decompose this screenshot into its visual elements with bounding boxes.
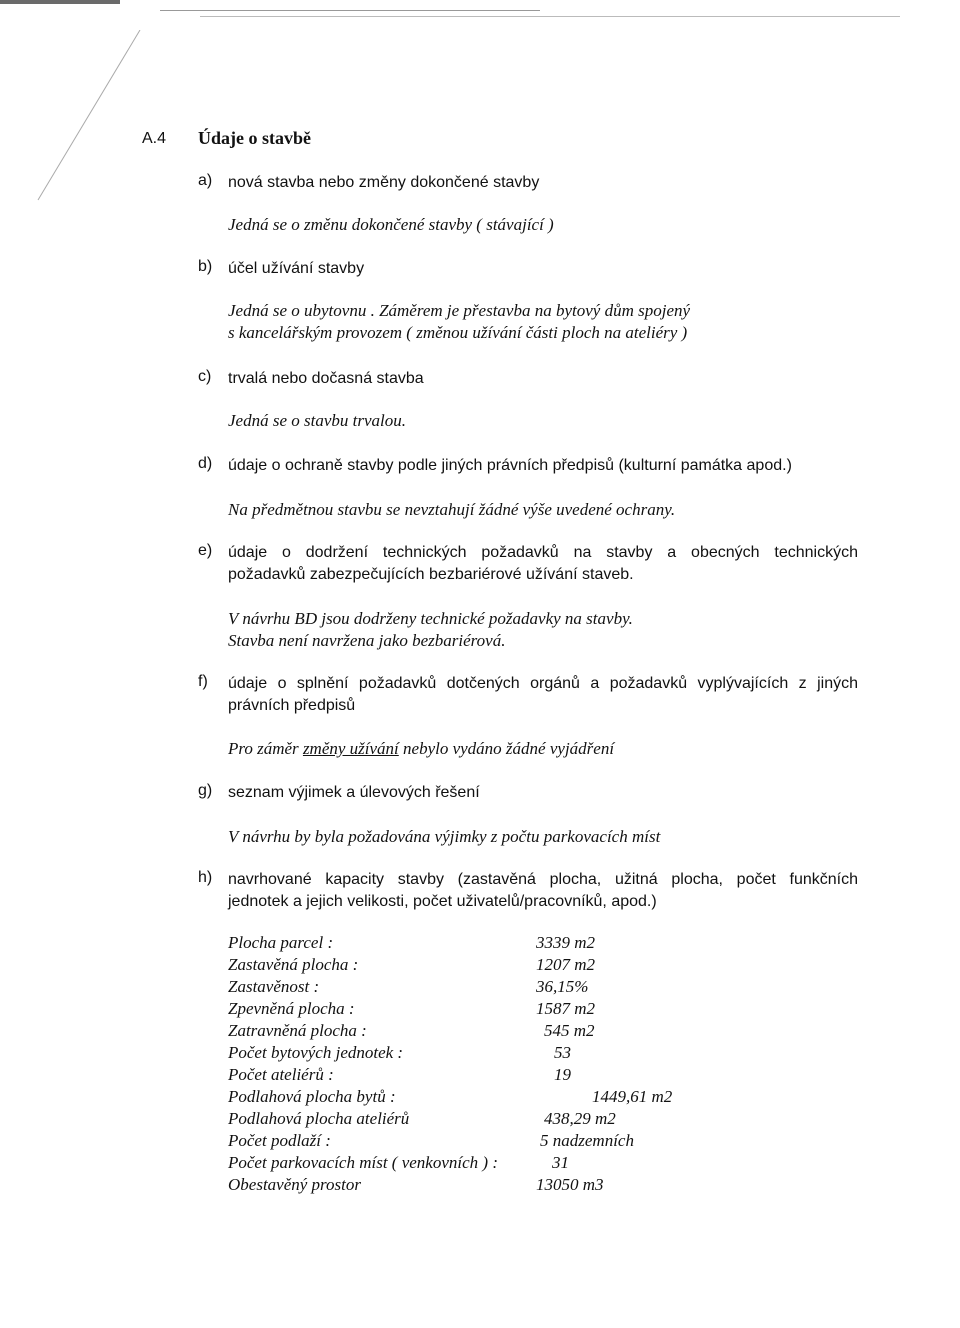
item-heading-f-line2: právních předpisů xyxy=(228,697,356,714)
item-heading-c: trvalá nebo dočasná stavba xyxy=(228,370,424,387)
page-fold-mark xyxy=(30,30,150,210)
item-heading-e-line1: údaje o dodržení technických požadavků na stavby a obecných technických xyxy=(228,544,858,561)
scan-line xyxy=(200,16,900,17)
capacity-value: 5 nadzemních xyxy=(540,1131,634,1150)
section-title: Údaje o stavbě xyxy=(198,128,311,148)
item-letter-d: d) xyxy=(198,455,213,472)
capacity-label: Počet podlaží : xyxy=(228,1131,331,1150)
capacity-value: 53 xyxy=(554,1043,571,1062)
item-heading-e-line2: požadavků zabezpečujících bezbariérové užívání staveb. xyxy=(228,566,634,583)
capacity-value: 31 xyxy=(552,1153,569,1172)
capacity-label: Zastavěnost : xyxy=(228,977,320,996)
item-letter-b: b) xyxy=(198,258,213,275)
item-letter-e: e) xyxy=(198,542,213,559)
capacity-value: 1449,61 m2 xyxy=(592,1087,673,1106)
capacity-value: 1207 m2 xyxy=(536,955,596,974)
item-heading-g: seznam výjimek a úlevových řešení xyxy=(228,784,480,801)
capacity-label: Počet bytových jednotek : xyxy=(228,1043,404,1062)
capacity-label: Obestavěný prostor xyxy=(228,1175,361,1194)
item-answer-d: Na předmětnou stavbu se nevztahují žádné výše uvedené ochrany. xyxy=(228,500,676,519)
item-answer-c: Jedná se o stavbu trvalou. xyxy=(228,411,406,430)
item-answer-b-line1: Jedná se o ubytovnu . Záměrem je přestavba na bytový dům spojený xyxy=(228,301,691,320)
capacity-label: Zastavěná plocha : xyxy=(228,955,359,974)
scan-edge xyxy=(0,0,120,4)
capacity-value: 545 m2 xyxy=(544,1021,595,1040)
item-heading-a: nová stavba nebo změny dokončené stavby xyxy=(228,174,540,191)
item-answer-e-line1: V návrhu BD jsou dodrženy technické požadavky na stavby. xyxy=(228,609,633,628)
capacity-label: Podlahová plocha bytů : xyxy=(228,1087,396,1106)
capacity-value: 1587 m2 xyxy=(536,999,596,1018)
capacity-value: 13050 m3 xyxy=(536,1175,604,1194)
capacity-value: 36,15% xyxy=(536,977,589,996)
capacity-label: Počet ateliérů : xyxy=(228,1065,334,1084)
capacity-label: Plocha parcel : xyxy=(228,933,334,952)
scan-line xyxy=(160,10,540,11)
capacity-label: Podlahová plocha ateliérů xyxy=(228,1109,410,1128)
item-heading-d: údaje o ochraně stavby podle jiných právních předpisů (kulturní památka apod.) xyxy=(228,457,792,474)
item-answer-a: Jedná se o změnu dokončené stavby ( stávající ) xyxy=(228,215,554,234)
item-heading-b: účel užívání stavby xyxy=(228,260,365,277)
answer-f-pre: Pro záměr xyxy=(228,739,303,758)
item-letter-h: h) xyxy=(198,869,213,886)
item-heading-h-line1: navrhované kapacity stavby (zastavěná plocha, užitná plocha, počet funkčních xyxy=(228,871,858,888)
item-letter-c: c) xyxy=(198,368,212,385)
item-heading-h-line2: jednotek a jejich velikosti, počet uživatelů/pracovníků, apod.) xyxy=(228,893,657,910)
item-answer-e-line2: Stavba není navržena jako bezbariérová. xyxy=(228,631,506,650)
item-letter-a: a) xyxy=(198,172,213,189)
section-number: A.4 xyxy=(142,130,167,147)
item-answer-g: V návrhu by byla požadována výjimky z počtu parkovacích míst xyxy=(228,827,661,846)
answer-f-underlined: změny užívání xyxy=(302,739,399,758)
capacity-value: 438,29 m2 xyxy=(544,1109,616,1128)
capacity-label: Počet parkovacích míst ( venkovních ) : xyxy=(228,1153,498,1172)
capacity-value: 3339 m2 xyxy=(536,933,596,952)
item-letter-f: f) xyxy=(198,673,208,690)
capacity-label: Zatravněná plocha : xyxy=(228,1021,367,1040)
item-answer-f xyxy=(228,738,614,760)
item-letter-g: g) xyxy=(198,782,213,799)
item-heading-f-line1: údaje o splnění požadavků dotčených orgánů a požadavků vyplývajících z jiných xyxy=(228,675,858,692)
item-answer-b-line2: s kancelářským provozem ( změnou užívání části ploch na ateliéry ) xyxy=(228,323,688,342)
capacity-label: Zpevněná plocha : xyxy=(228,999,355,1018)
answer-f-post: nebylo vydáno žádné vyjádření xyxy=(398,739,615,758)
capacity-value: 19 xyxy=(554,1065,571,1084)
